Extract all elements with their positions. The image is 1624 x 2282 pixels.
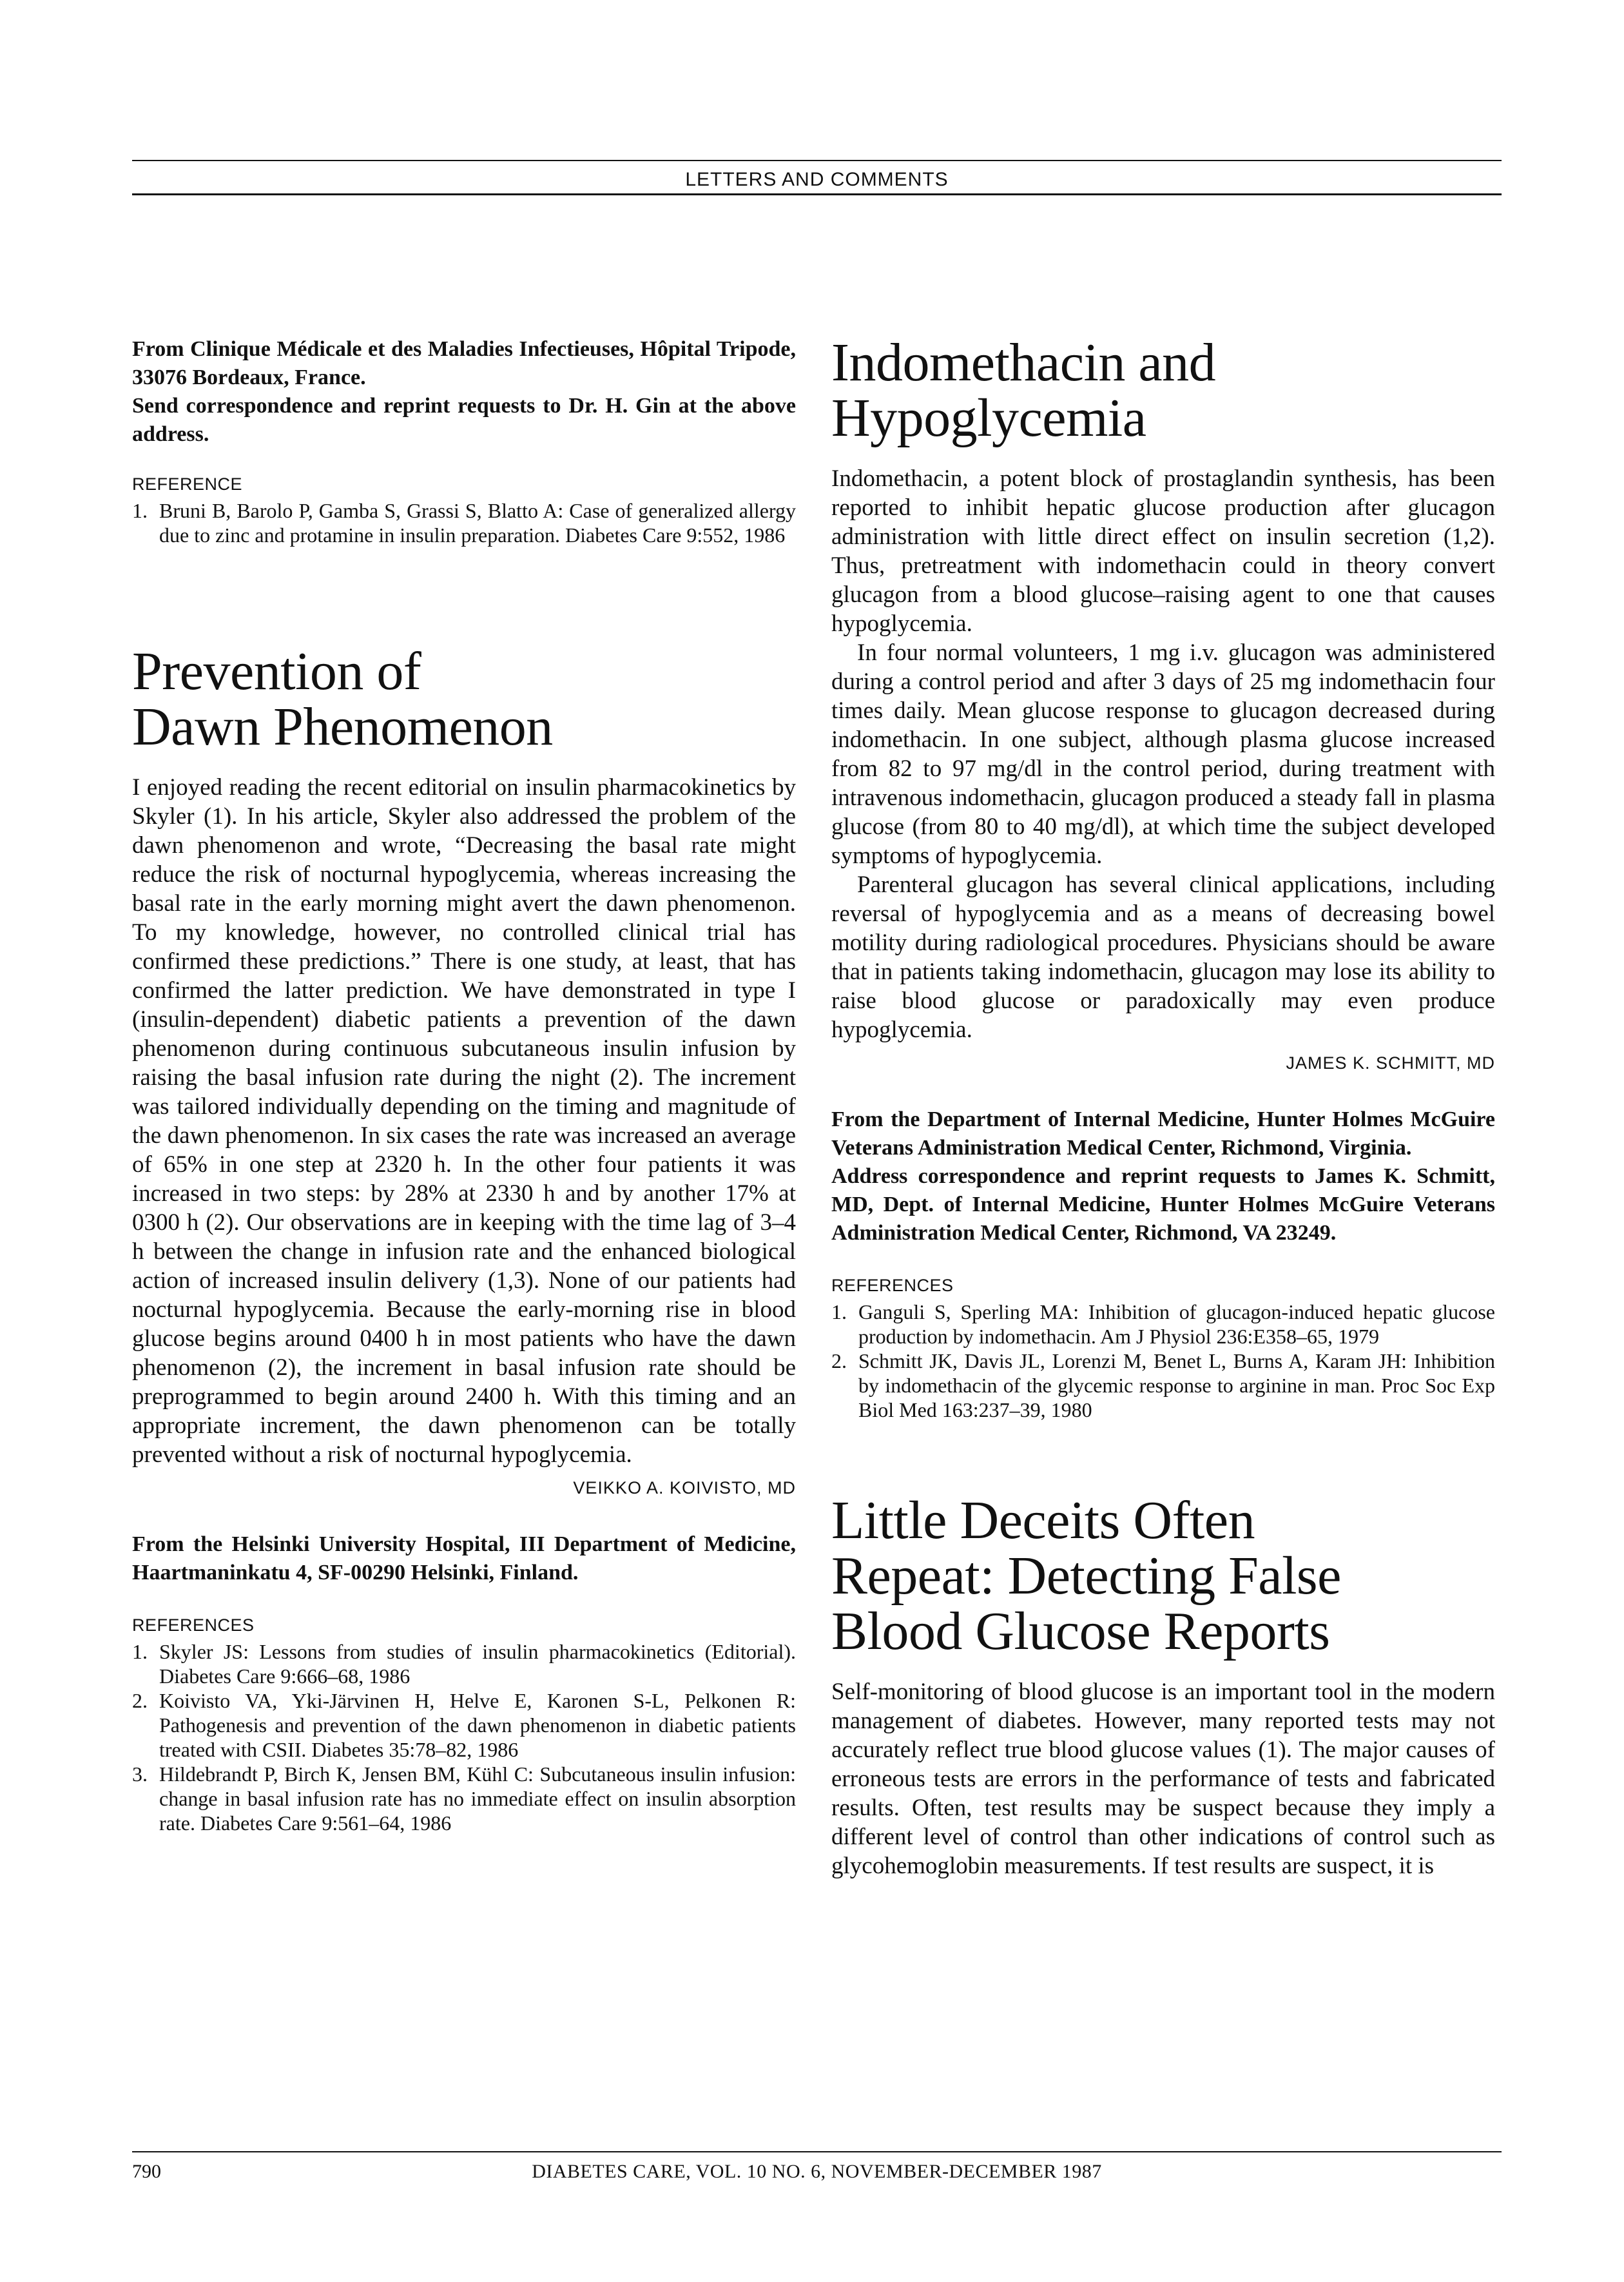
article-title-indomethacin: Indomethacin and Hypoglycemia [831,333,1216,448]
article-title-dawn-phenomenon: Prevention of Dawn Phenomenon [132,641,553,757]
article-body-paragraph: In four normal volunteers, 1 mg i.v. glucagon was administered during a control period and after 3 days of 25 mg indomethacin four times daily. Mean glucose response to glucagon decreased during indomethacin. In one subject, although plasma glucose increased from 82 to 97 mg/dl in the control period, during treatment with intravenous indomethacin, glucagon produced a steady fall in plasma glucose (from 80 to 40 mg/dl), at which time the subject developed symptoms of hypoglycemia. [831,639,1495,869]
running-head: LETTERS AND COMMENTS [685,169,949,190]
author-affiliation: From the Helsinki University Hospital, III Department of Medicine, Haartmaninkatu 4, SF-00290 Helsinki, Finland. [132,1532,796,1585]
author-correspondence: Address correspondence and reprint requests to James K. Schmitt, MD, Dept. of Internal Medicine, Hunter Holmes McGuire Veterans Administration Medical Center, Richmond, VA 23249. [831,1164,1495,1245]
author-signature: VEIKKO A. KOIVISTO, MD [573,1478,796,1497]
article-title-little-deceits: Little Deceits Often Repeat: Detecting False Blood Glucose Reports [831,1490,1341,1661]
reference-item: 3. Hildebrandt P, Birch K, Jensen BM, Kühl C: Subcutaneous insulin infusion: change in basal infusion rate has no immediate effect on insulin absorption rate. Diabetes Care 9:561–64, 1986 [132,1762,796,1835]
header-rule-top [132,160,1502,161]
reference-item: 2. Schmitt JK, Davis JL, Lorenzi M, Benet L, Burns A, Karam JH: Inhibition by indomethacin of the glycemic response to arginine in man. Proc Soc Exp Biol Med 163:237–39, 1980 [831,1349,1495,1421]
references-heading: REFERENCES [132,1615,255,1635]
prev-letter-references-heading: REFERENCE [132,474,243,494]
reference-item: 1. Bruni B, Barolo P, Gamba S, Grassi S, Blatto A: Case of generalized allergy due to zinc and protamine in insulin preparation. Diabetes Care 9:552, 1986 [132,499,796,547]
prev-letter-correspondence: Send correspondence and reprint requests to Dr. H. Gin at the above address. [132,394,796,446]
reference-item: 1. Ganguli S, Sperling MA: Inhibition of glucagon-induced hepatic glucose production by indomethacin. Am J Physiol 236:E358–65, 1979 [831,1300,1495,1348]
header-rule-bottom [132,193,1502,195]
page-number: 790 [132,2161,161,2182]
article-body-paragraph: I enjoyed reading the recent editorial on insulin pharmacokinetics by Skyler (1). In his article, Skyler also addressed the problem of the dawn phenomenon and wrote, “Decreasing the basal rate might reduce the risk of nocturnal hypoglycemia, whereas increasing the basal rate in the early morning might avert the dawn phenomenon. To my knowledge, however, no controlled clinical trial has confirmed these predictions.” There is one study, at least, that has confirmed the latter prediction. We have demonstrated in type I (insulin-dependent) diabetic patients a prevention of the dawn phenomenon during continuous subcutaneous insulin infusion by raising the basal infusion rate during the night (2). The increment was tailored individually depending on the timing and magnitude of the dawn phenomenon. In six cases the rate was increased an average of 65% in one step at 2320 h. In the other four patients it was increased in two steps: by 28% at 2330 h and by another 17% at 0300 h (2). Our observations are in keeping with the time lag of 3–4 h between the change in infusion rate and the enhanced biological action of increased insulin delivery (1,3). None of our patients had nocturnal hypoglycemia. Because the early-morning rise in blood glucose begins around 0400 h in most patients who have the dawn phenomenon (2), the increment in basal infusion rate should be preprogrammed to begin around 2400 h. With this timing and an appropriate increment, the dawn phenomenon can be totally prevented without a risk of nocturnal hypoglycemia. [132,774,796,1468]
prev-letter-reference-list [132,498,796,547]
article-body-paragraph: Parenteral glucagon has several clinical applications, including reversal of hypoglycemia and as a means of decreasing bowel motility during radiological procedures. Physicians should be aware that in patients taking indomethacin, glucagon may lose its ability to raise blood glucose or paradoxically may even produce hypoglycemia. [831,872,1495,1043]
footer-rule [132,2151,1502,2152]
journal-citation: DIABETES CARE, VOL. 10 NO. 6, NOVEMBER-DECEMBER 1987 [532,2161,1102,2182]
prev-letter-affiliation: From Clinique Médicale et des Maladies Infectieuses, Hôpital Tripode, 33076 Bordeaux, France. [132,337,796,389]
references-heading: REFERENCES [831,1276,954,1295]
reference-item: 1. Skyler JS: Lessons from studies of insulin pharmacokinetics (Editorial). Diabetes Care 9:666–68, 1986 [132,1640,796,1688]
reference-list [831,1300,1495,1422]
author-signature: JAMES K. SCHMITT, MD [1286,1053,1495,1073]
reference-list [132,1639,796,1835]
author-affiliation: From the Department of Internal Medicine, Hunter Holmes McGuire Veterans Administration Medical Center, Richmond, Virginia. [831,1107,1495,1160]
left-column [132,335,796,1835]
article-body-paragraph: Indomethacin, a potent block of prostaglandin synthesis, has been reported to inhibit hepatic glucose production after glucagon administration with little direct effect on insulin secretion (1,2). Thus, pretreatment with indomethacin could in theory convert glucagon from a blood glucose–raising agent to one that causes hypoglycemia. [831,465,1495,637]
article-body-paragraph: Self-monitoring of blood glucose is an important tool in the modern management of diabetes. However, many reported tests may not accurately reflect true blood glucose values (1). The major causes of erroneous tests are errors in the performance of tests and fabricated results. Often, test results may be suspect because they imply a different level of control than other indications of control such as glycohemoglobin measurements. If test results are suspect, it is [831,1679,1495,1879]
right-column [831,335,1495,1880]
reference-item: 2. Koivisto VA, Yki-Järvinen H, Helve E, Karonen S-L, Pelkonen R: Pathogenesis and prevention of the dawn phenomenon in diabetic patients treated with CSII. Diabetes 35:78–82, 1986 [132,1689,796,1761]
